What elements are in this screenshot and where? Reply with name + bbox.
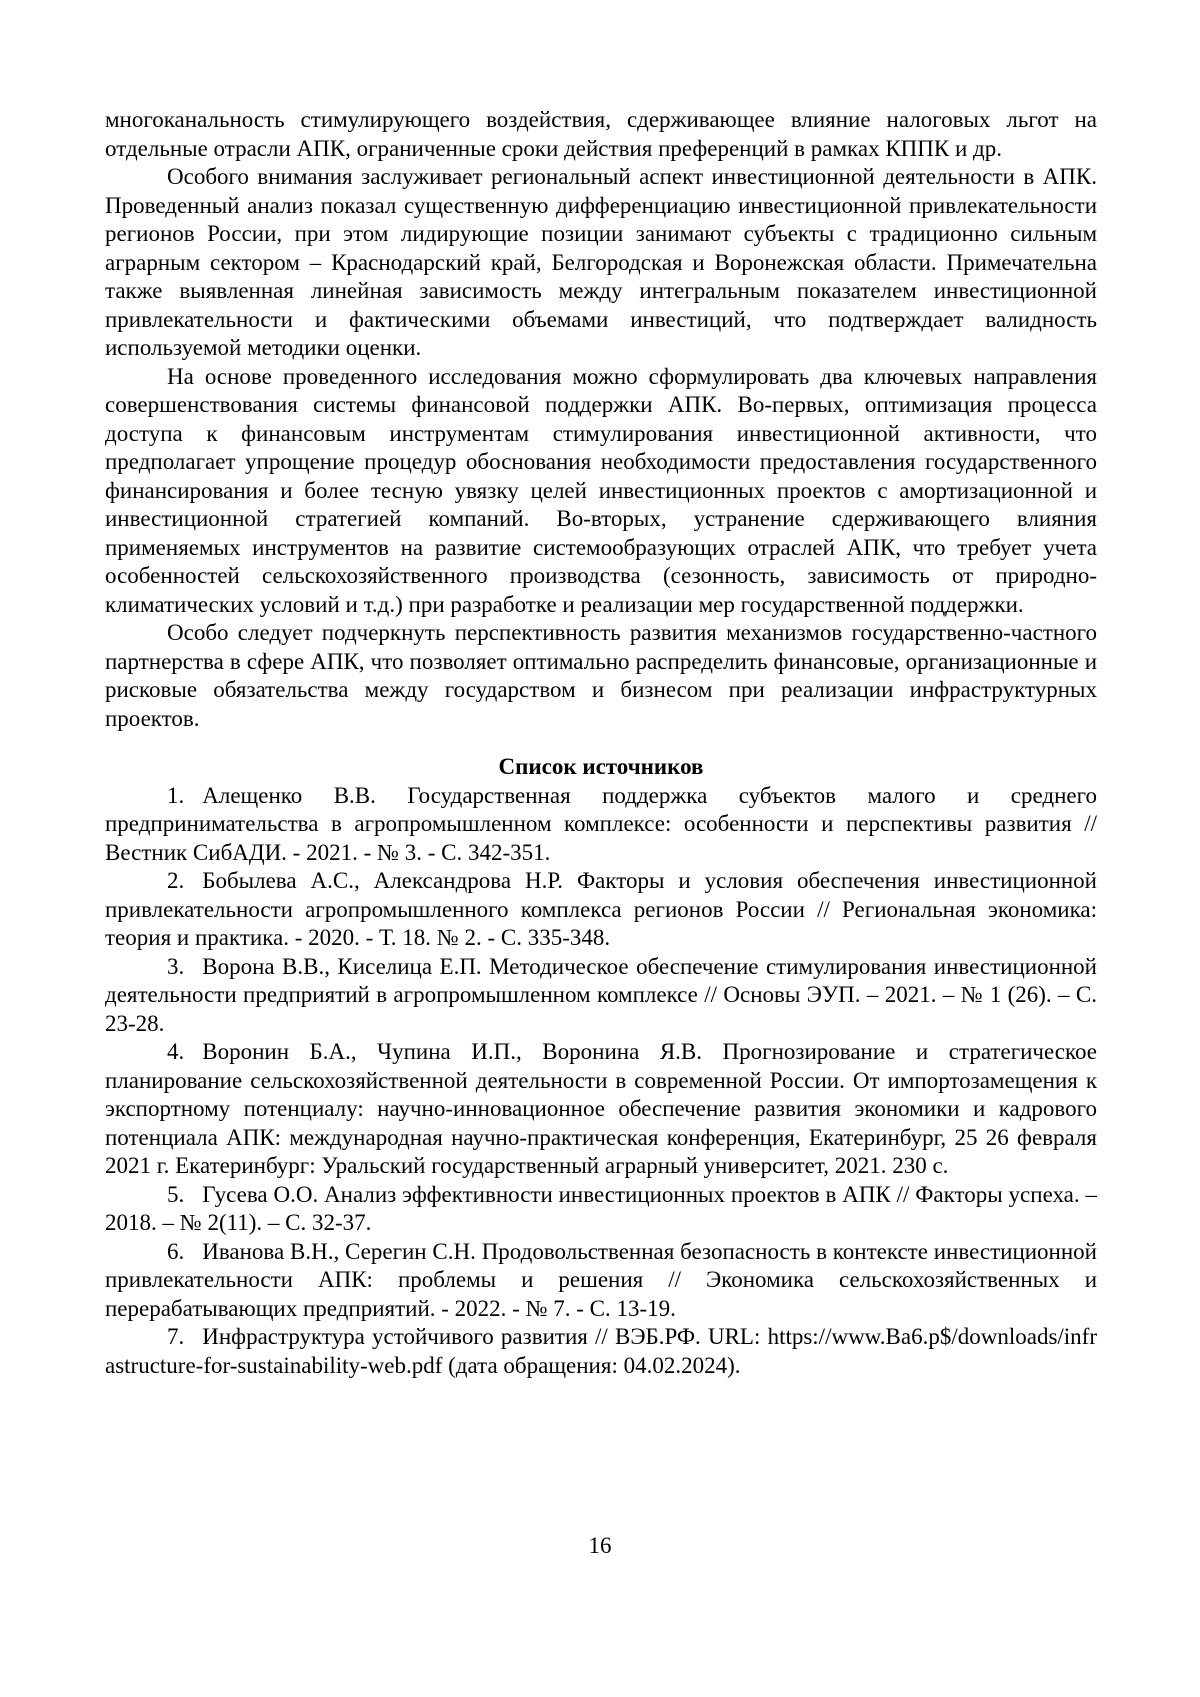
references-heading: Список источников bbox=[498, 754, 704, 779]
reference-text: Бобылева А.С., Александрова Н.Р. Факторы и условия обеспечения инвестиционной привлекательности агропромышленного комплекса регионов России // Региональная экономика: теория и практика. - 2020. - Т. 18. № 2. - С. 335-348. bbox=[105, 868, 1097, 950]
reference-text: Иванова В.Н., Серегин С.Н. Продовольственная безопасность в контексте инвестиционной привлекательности АПК: проблемы и решения // Экономика сельскохозяйственных и перерабатывающих предприятий. - 2022. - № 7. - С. 13-19. bbox=[105, 1238, 1097, 1321]
body-paragraph: Особого внимания заслуживает региональный аспект инвестиционной деятельности в АПК. Проведенный анализ показал существенную дифференциацию инвестиционной привлекательности регионов России, при этом лидирующие позиции занимают субъекты с традиционно сильным аграрным сектором – Краснодарский край, Белгородская и Воронежская области. Примечательна также выявленная линейная зависимость между интегральным показателем инвестиционной привлекательности и фактическими объемами инвестиций, что подтверждает валидность используемой методики оценки. bbox=[105, 164, 1097, 360]
page-number: 16 bbox=[588, 1533, 612, 1558]
reference-item bbox=[105, 782, 1097, 868]
reference-item bbox=[105, 1323, 1097, 1380]
reference-item bbox=[105, 1181, 1097, 1238]
reference-number: 5. bbox=[167, 1181, 185, 1207]
reference-number: 7. bbox=[167, 1324, 185, 1349]
document-body bbox=[105, 106, 1097, 1380]
reference-number: 3. bbox=[167, 953, 185, 979]
reference-item bbox=[105, 1038, 1097, 1181]
reference-text: Воронин Б.А., Чупина И.П., Воронина Я.В. Прогнозирование и стратегическое планирование сельскохозяйственной деятельности в современной России. От импортозамещения к экспортному потенциалу: научно-инновационное обеспечение развития экономики и кадрового потенциала АПК: международная научно-практическая конференция, Екатеринбург, 25 26 февраля 2021 г. Екатеринбург: Уральский государственный аграрный университет, 2021. 230 с. bbox=[105, 1039, 1097, 1178]
reference-number: 6. bbox=[167, 1238, 185, 1264]
reference-number: 1. bbox=[167, 782, 185, 808]
reference-item bbox=[105, 1238, 1097, 1324]
reference-number: 2. bbox=[167, 868, 185, 893]
reference-number: 4. bbox=[167, 1039, 185, 1064]
reference-text: Инфраструктура устойчивого развития // ВЭБ.РФ. URL: https://www.Ba6.p$/downloads/infrastructure-for-sustainability-web.pdf (дата обращения: 04.02.2024). bbox=[105, 1324, 1097, 1378]
body-paragraph: многоканальность стимулирующего воздействия, сдерживающее влияние налоговых льгот на отдельные отрасли АПК, ограниченные сроки действия преференций в рамках КППК и др. bbox=[105, 107, 1097, 161]
reference-item bbox=[105, 953, 1097, 1039]
reference-text: Алещенко В.В. Государственная поддержка субъектов малого и среднего предпринимательства в агропромышленном комплексе: особенности и перспективы развития // Вестник СибАДИ. - 2021. - № 3. - С. 342-351. bbox=[105, 782, 1097, 865]
body-paragraph: Особо следует подчеркнуть перспективность развития механизмов государственно-частного партнерства в сфере АПК, что позволяет оптимально распределить финансовые, организационные и рисковые обязательства между государством и бизнесом при реализации инфраструктурных проектов. bbox=[105, 620, 1097, 731]
reference-text: Гусева О.О. Анализ эффективности инвестиционных проектов в АПК // Факторы успеха. – 2018. – № 2(11). – С. 32-37. bbox=[105, 1181, 1097, 1235]
body-paragraph: На основе проведенного исследования можно сформулировать два ключевых направления совершенствования системы финансовой поддержки АПК. Во-первых, оптимизация процесса доступа к финансовым инструментам стимулирования инвестиционной активности, что предполагает упрощение процедур обоснования необходимости предоставления государственного финансирования и более тесную увязку целей инвестиционных проектов с амортизационной и инвестиционной стратегией компаний. Во-вторых, устранение сдерживающего влияния применяемых инструментов на развитие системообразующих отраслей АПК, что требует учета особенностей сельскохозяйственного производства (сезонность, зависимость от природно-климатических условий и т.д.) при разработке и реализации мер государственной поддержки. bbox=[105, 363, 1097, 617]
reference-text: Ворона В.В., Киселица Е.П. Методическое обеспечение стимулирования инвестиционной деятельности предприятий в агропромышленном комплексе // Основы ЭУП. – 2021. – № 1 (26). – С. 23-28. bbox=[105, 953, 1097, 1036]
reference-item bbox=[105, 867, 1097, 953]
